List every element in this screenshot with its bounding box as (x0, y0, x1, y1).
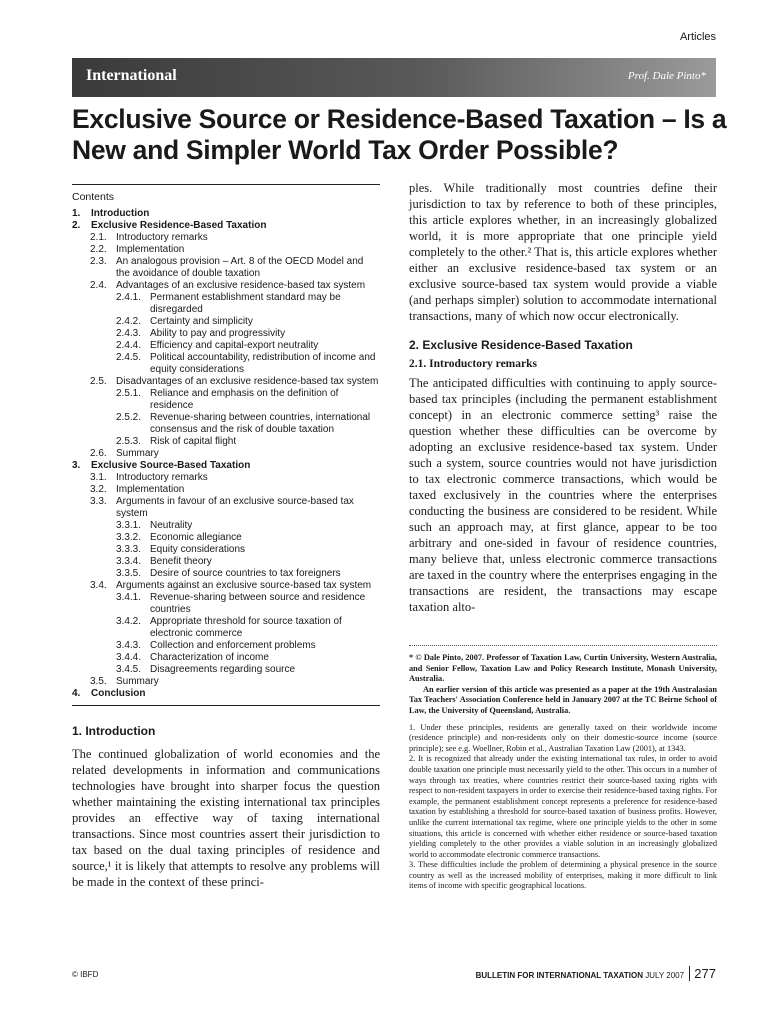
contents-item (72, 388, 380, 412)
contents-item-text: Arguments in favour of an exclusive source-based tax system (116, 496, 354, 519)
contents-item (72, 280, 380, 292)
contents-item (72, 640, 380, 652)
contents-item-text: Risk of capital flight (150, 436, 237, 447)
contents-item (72, 256, 380, 280)
contents-item (72, 532, 380, 544)
contents-item-number: 3.4.1. (116, 592, 142, 603)
contents-item (72, 328, 380, 340)
contents-item (72, 376, 380, 388)
contents-item-number: 3.4. (90, 580, 107, 591)
section-2-1-paragraph: The anticipated difficulties with continuing to apply source-based tax principles (including the permanent establishment concept) in an electronic commerce setting³ raise the question whether these difficulties can be overcome by adopting an exclusive residence-based tax system. Under such a system, source countries would not have jurisdiction to tax electronic commerce transactions, which would be taxed exclusively in the countries where the enterprises conducting the business are considered to be resident. While such an approach may, at first glance, appear to be too arbitrary and one-sided in favour of residence countries, many believe that, unless electronic commerce transactions are taxed in the country where the enterprises engaging in the transactions are resident, the transactions may escape taxation alto- (409, 376, 717, 614)
contents-item (72, 412, 380, 436)
footer-publisher: © IBFD (72, 970, 99, 979)
contents-item-number: 2.4.2. (116, 316, 142, 327)
contents-item-text: Disagreements regarding source (150, 664, 296, 675)
contents-item-number: 2.5.1. (116, 388, 142, 399)
left-column (72, 184, 380, 890)
contents-item (72, 448, 380, 460)
contents-item-text: Introductory remarks (116, 472, 208, 483)
contents-item-text: Conclusion (91, 688, 146, 699)
contents-item-number: 3.4.2. (116, 616, 142, 627)
contents-item (72, 220, 380, 232)
contents-item (72, 568, 380, 580)
contents-item-number: 2.3. (90, 256, 107, 267)
contents-item (72, 244, 380, 256)
contents-item (72, 472, 380, 484)
author-footnote-2: An earlier version of this article was presented as a paper at the 19th Australasian Tax Teachers' Association Conference held in January 2007 at the TC Beirne School of Law, the University of Queensland, Australia. (409, 684, 717, 715)
contents-item-text: Desire of source countries to tax foreigners (150, 568, 341, 579)
contents-item-number: 1. (72, 208, 81, 219)
contents-item (72, 592, 380, 616)
contents-item (72, 520, 380, 532)
contents-item-number: 3.3.1. (116, 520, 142, 531)
contents-item-text: Revenue-sharing between countries, international consensus and the risk of double taxation (150, 412, 371, 435)
contents-item (72, 496, 380, 520)
contents-item (72, 544, 380, 556)
contents-item-number: 3.4.3. (116, 640, 142, 651)
contents-item (72, 580, 380, 592)
contents-item (72, 556, 380, 568)
banner-author: Prof. Dale Pinto* (627, 70, 706, 82)
contents-item-text: Efficiency and capital-export neutrality (150, 340, 319, 351)
contents-top-rule (72, 184, 380, 185)
contents-item-text: Summary (116, 676, 159, 687)
continued-paragraph: ples. While traditionally most countries define their jurisdiction to tax by reference to both of these principles, this article explores whether, in an increasingly globalized world, it is more appropriate that one principle yield completely to the other.² That is, this article explores whether either an exclusive residence-based tax system or an exclusive source-based tax system would provide a viable (and perhaps simpler) solution to accommodate international transactions, many of which now occur electronically. (409, 181, 717, 323)
contents-item (72, 664, 380, 676)
contents-item-text: Introduction (91, 208, 150, 219)
contents-item-text: Disadvantages of an exclusive residence-based tax system (116, 376, 379, 387)
contents-item-text: Implementation (116, 484, 185, 495)
contents-item-number: 3.3.2. (116, 532, 142, 543)
right-column (409, 180, 717, 892)
contents-item-number: 2.4.1. (116, 292, 142, 303)
contents-item-number: 2.5.2. (116, 412, 142, 423)
contents-item (72, 484, 380, 496)
contents-item (72, 292, 380, 316)
footnote-2: 2. It is recognized that already under the existing international tax rules, in order to avoid double taxation one principle must necessarily yield to the other. This occurs in a number of ways through tax treaties, where countries restrict their source-based taxing rights with respect to non-resident taxpayers in order to exercise their residence-based taxing rights. For example, the permanent establishment concept represents a preference for residence-based taxation by establishing a threshold for source-based taxation of business profits. However, unlike the current international tax regime, where one principle yields to the other in some situations, this article is concerned with whether either residence or source-based taxation yielding completely to the other provides a viable solution in an increasingly globalized world to accommodate electronic commerce transactions. (409, 754, 717, 859)
contents-item-number: 3.3.3. (116, 544, 142, 555)
contents-item-text: Revenue-sharing between source and residence countries (150, 592, 366, 615)
intro-heading: 1. Introduction (72, 724, 156, 738)
contents-item-number: 2.2. (90, 244, 107, 255)
contents-item-text: Summary (116, 448, 159, 459)
contents-item-text: Implementation (116, 244, 185, 255)
contents-item-text: Equity considerations (150, 544, 246, 555)
article-title: Exclusive Source or Residence-Based Taxation – Is a New and Simpler World Tax Order Possible? (72, 104, 727, 165)
section-label: Articles (679, 31, 716, 43)
contents-item-number: 2.6. (90, 448, 107, 459)
contents-item-number: 2.5. (90, 376, 107, 387)
contents-item (72, 676, 380, 688)
intro-paragraph: The continued globalization of world economies and the related developments in information and communications technologies have brought into sharper focus the question whether maintaining the existing international tax principles provides an effective way of taxing international transactions. Since most countries assert their jurisdiction to tax based on the dual taxing principles of residence and source,¹ it is likely that attempts to resolve any problems will be made in the context of these princi- (72, 747, 380, 889)
footer-date: JULY 2007 (642, 971, 685, 980)
contents-item (72, 688, 380, 700)
contents-item (72, 232, 380, 244)
footnote-1: 1. Under these principles, residents are generally taxed on their worldwide income (residence principle) and non-residents only on their domestic-source income (source principle); see e.g. Woellner, Robin et al., Australian Taxation Law (2001), at 1343. (409, 722, 717, 753)
section-2-heading: 2. Exclusive Residence-Based Taxation (409, 338, 633, 352)
contents-item-number: 2.5.3. (116, 436, 142, 447)
contents-item (72, 436, 380, 448)
contents-item-text: Political accountability, redistribution of income and equity considerations (150, 352, 376, 375)
contents-item (72, 316, 380, 328)
contents-item-text: Exclusive Source-Based Taxation (91, 460, 251, 471)
contents-item-text: Introductory remarks (116, 232, 208, 243)
contents-item-number: 2.4.5. (116, 352, 142, 363)
contents-item (72, 616, 380, 640)
contents-item-number: 3.3.5. (116, 568, 142, 579)
page-number: 277 (689, 966, 716, 981)
contents-heading: Contents (72, 191, 115, 203)
contents-item-number: 2.4. (90, 280, 107, 291)
contents-item-number: 3.5. (90, 676, 107, 687)
contents-item-text: Economic allegiance (150, 532, 242, 543)
contents-item-text: Arguments against an exclusive source-based tax system (116, 580, 372, 591)
contents-item-number: 3. (72, 460, 81, 471)
contents-item-number: 2.4.4. (116, 340, 142, 351)
banner-section-title: International (86, 67, 177, 84)
footer-journal-name: BULLETIN FOR INTERNATIONAL TAXATION (475, 971, 643, 980)
contents-item-text: Permanent establishment standard may be disregarded (150, 292, 341, 315)
contents-item-text: Ability to pay and progressivity (150, 328, 286, 339)
contents-item-number: 4. (72, 688, 81, 699)
contents-item-text: An analogous provision – Art. 8 of the OECD Model and the avoidance of double taxation (116, 256, 364, 279)
contents-item-number: 3.3.4. (116, 556, 142, 567)
contents-item-number: 2.1. (90, 232, 107, 243)
author-footnote: * © Dale Pinto, 2007. Professor of Taxation Law, Curtin University, Western Australia, and Senior Fellow, Taxation Law and Policy Research Institute, Monash University, Australia. (409, 653, 717, 684)
contents-item-number: 3.4.5. (116, 664, 142, 675)
contents-item-text: Appropriate threshold for source taxation of electronic commerce (150, 616, 342, 639)
contents-item-number: 2. (72, 220, 81, 231)
contents-item-text: Characterization of income (150, 652, 269, 663)
footnote-3: 3. These difficulties include the problem of determining a physical presence in the source country as well as the increased mobility of enterprises, making it more difficult to link items of income with specific geographical locations. (409, 860, 717, 891)
contents-item-number: 3.4.4. (116, 652, 142, 663)
section-2-1-heading: 2.1. Introductory remarks (409, 358, 537, 370)
contents-item-number: 3.2. (90, 484, 107, 495)
contents-item-text: Neutrality (150, 520, 193, 531)
contents-item (72, 460, 380, 472)
contents-item-text: Collection and enforcement problems (150, 640, 316, 651)
contents-item-text: Benefit theory (150, 556, 212, 567)
contents-item-text: Exclusive Residence-Based Taxation (91, 220, 267, 231)
contents-item (72, 208, 380, 220)
section-banner (72, 58, 716, 97)
contents-item-number: 2.4.3. (116, 328, 142, 339)
contents-item (72, 352, 380, 376)
contents-item-text: Advantages of an exclusive residence-based tax system (116, 280, 366, 291)
contents-list (72, 208, 380, 700)
contents-item (72, 340, 380, 352)
contents-item-number: 3.3. (90, 496, 107, 507)
contents-item (72, 652, 380, 664)
contents-item-text: Reliance and emphasis on the definition of residence (150, 388, 339, 411)
footer-journal (476, 966, 716, 981)
contents-item-text: Certainty and simplicity (150, 316, 253, 327)
contents-item-number: 3.1. (90, 472, 107, 483)
